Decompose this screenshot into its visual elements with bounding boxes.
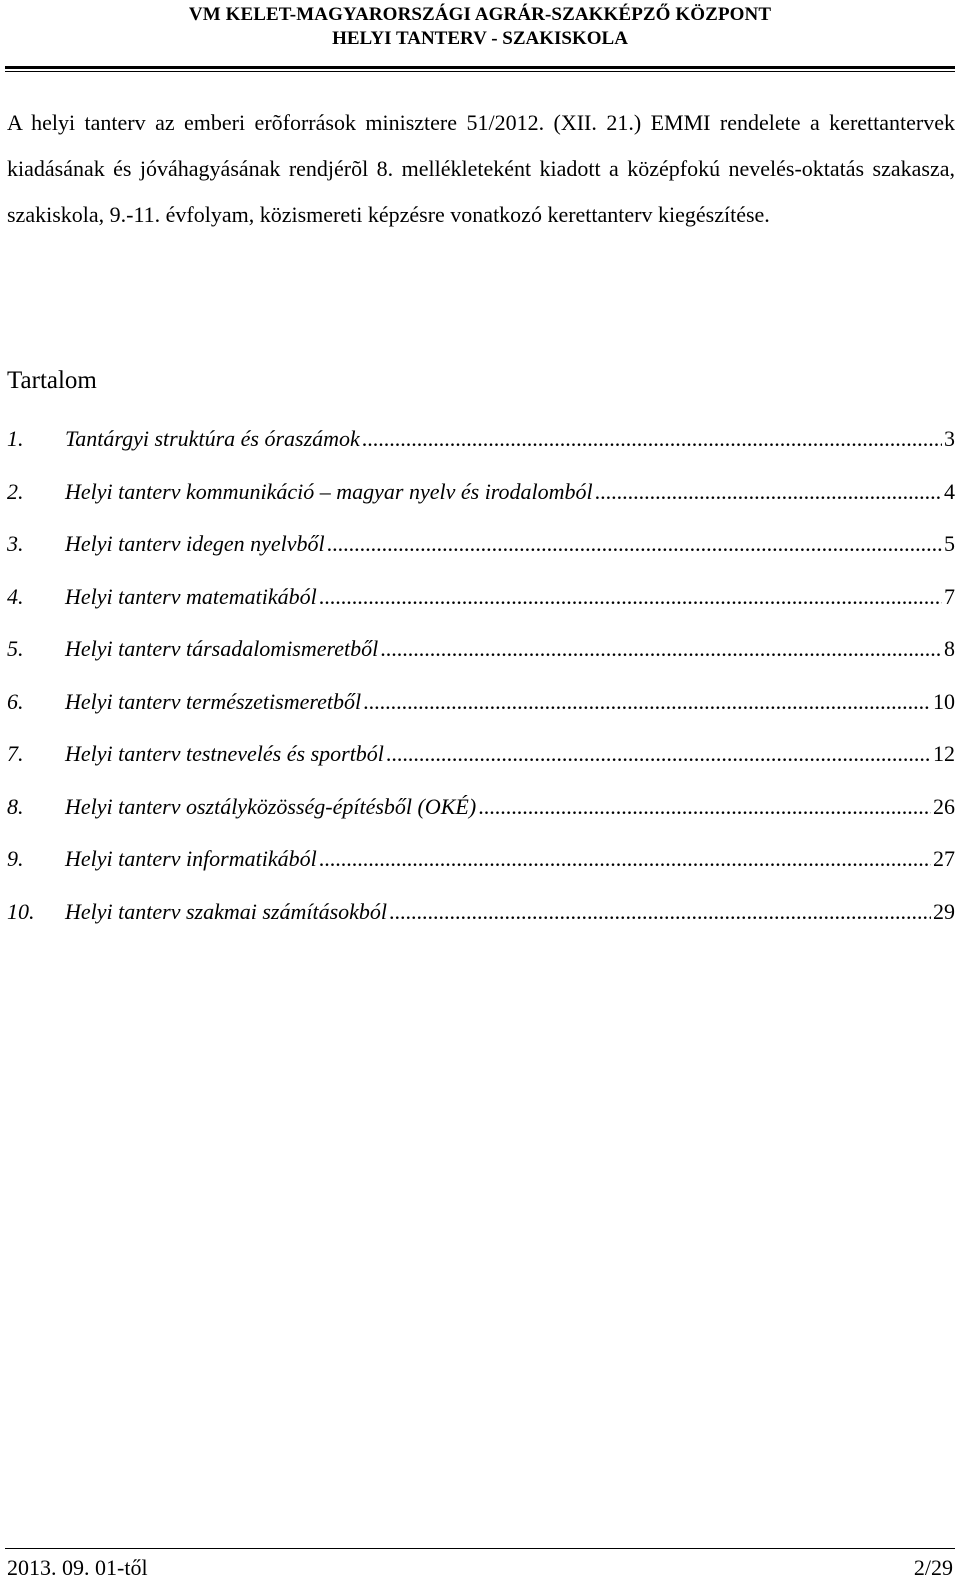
toc-entry-number: 7.: [7, 741, 24, 766]
footer-page-number: 2/29: [913, 1555, 953, 1580]
toc-entry-page: 5: [944, 531, 955, 556]
toc-leader-dots: [319, 846, 931, 872]
toc-entry-number: 10.: [7, 898, 35, 924]
footer-divider: [5, 1548, 955, 1549]
toc-entry-page: 10: [933, 688, 955, 714]
toc-leader-dots: [386, 741, 931, 767]
toc-entry-page: 4: [944, 478, 955, 504]
toc-entry[interactable]: [7, 899, 955, 952]
toc-entry-title: Helyi tanterv informatikából: [65, 846, 317, 871]
toc-entry-title: Helyi tanterv osztályközösség-építésből (OKÉ): [65, 793, 477, 819]
toc-entry-page: 29: [933, 898, 955, 924]
toc-entry-title: Helyi tanterv matematikából: [65, 583, 317, 609]
toc-entry-page: 12: [933, 741, 955, 766]
toc-entry-title: Tantárgyi struktúra és óraszámok: [65, 426, 360, 451]
header-divider: [5, 66, 955, 69]
toc-entry[interactable]: [7, 426, 955, 479]
toc-title: Tartalom: [7, 367, 97, 394]
toc-entry-title: Helyi tanterv szakmai számításokból: [65, 898, 388, 924]
toc-entry-number: 3.: [7, 531, 24, 556]
header-divider-thin: [5, 71, 955, 72]
toc-entry-number: 8.: [7, 793, 24, 819]
toc-entry-page: 26: [933, 793, 955, 819]
toc-entry[interactable]: [7, 636, 955, 689]
toc-entry[interactable]: [7, 584, 955, 637]
toc-entry-number: 4.: [7, 583, 24, 609]
toc-leader-dots: [478, 794, 931, 820]
toc-entry[interactable]: [7, 741, 955, 794]
header-title: VM KELET-MAGYARORSZÁGI AGRÁR-SZAKKÉPZŐ KÖZPONT: [188, 4, 772, 25]
toc-leader-dots: [389, 899, 931, 925]
intro-paragraph: [7, 100, 955, 238]
toc-leader-dots: [319, 584, 942, 610]
toc-entry-title: Helyi tanterv társadalomismeretből: [65, 636, 379, 661]
toc-entry-title: Helyi tanterv idegen nyelvből: [65, 531, 325, 556]
toc-entry[interactable]: [7, 531, 955, 584]
toc-leader-dots: [380, 636, 942, 662]
toc-entry-number: 5.: [7, 636, 24, 661]
toc-entry-title: Helyi tanterv testnevelés és sportból: [65, 741, 384, 766]
toc-entry-title: Helyi tanterv kommunikáció – magyar nyelv és irodalomból: [65, 478, 593, 504]
header-subtitle: HELYI TANTERV - SZAKISKOLA: [332, 28, 628, 49]
toc-entry[interactable]: [7, 689, 955, 742]
toc-entry-number: 9.: [7, 846, 24, 871]
toc-leader-dots: [595, 479, 942, 505]
toc-entry-page: 27: [933, 846, 955, 871]
toc-leader-dots: [327, 531, 942, 557]
toc-entry-page: 8: [944, 636, 955, 661]
toc-leader-dots: [363, 689, 931, 715]
toc-entry-number: 1.: [7, 426, 24, 451]
toc-leader-dots: [362, 426, 942, 452]
toc-entry[interactable]: [7, 846, 955, 899]
table-of-contents: [7, 426, 955, 951]
toc-entry-page: 3: [944, 426, 955, 451]
toc-entry[interactable]: [7, 479, 955, 532]
toc-entry-number: 6.: [7, 688, 24, 714]
toc-entry[interactable]: [7, 794, 955, 847]
toc-entry-page: 7: [944, 583, 955, 609]
toc-entry-title: Helyi tanterv természetismeretből: [65, 688, 362, 714]
intro-text: A helyi tanterv az emberi erõforrások minisztere 51/2012. (XII. 21.) EMMI rendelete a kerettantervek kiadásának és jóváhagyásának rendjérõl 8. mellékleteként kiadott a középfokú nevelés-oktatás szakasza, szakiskola, 9.-11. évfolyam, közismereti képzésre vonatkozó kerettanterv kiegészítése.: [7, 110, 955, 227]
toc-entry-number: 2.: [7, 478, 24, 504]
footer-date: 2013. 09. 01-től: [7, 1555, 148, 1580]
